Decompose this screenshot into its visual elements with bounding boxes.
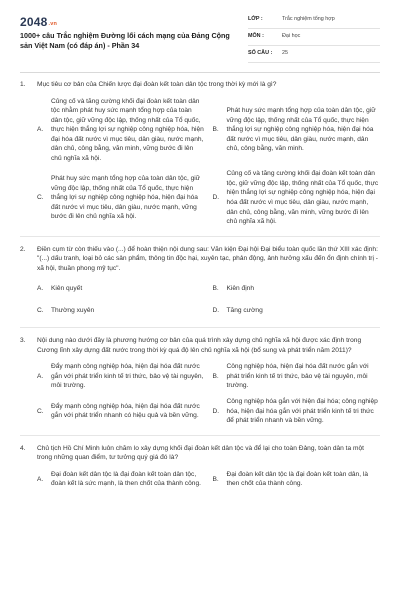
question-text: Chủ tịch Hồ Chí Minh luôn chăm lo xây dựng khối đại đoàn kết dân tộc và để lại cho toàn Đảng, toàn dân ta một trong những quan điểm, tư tưởng quý giá đó là?: [37, 444, 364, 462]
answer-option-a[interactable]: [37, 97, 205, 164]
option-text: Thường xuyên: [51, 306, 95, 314]
answer-option-b[interactable]: [213, 280, 381, 296]
answer-option-b[interactable]: [213, 362, 381, 391]
option-letter: B.: [212, 126, 219, 134]
meta-row-class: [248, 12, 380, 29]
option-letter: B.: [212, 372, 219, 380]
meta-value: Đại học: [282, 33, 301, 40]
option-letter: A.: [37, 126, 44, 134]
option-text: Công nghiệp hóa, hiện đại hóa đất nước gắn với phát triển kinh tế tri thức, bảo vệ tài nguyên, môi trường.: [226, 363, 369, 390]
answer-option-c[interactable]: [37, 397, 205, 426]
question-3: [20, 336, 380, 435]
question-list: [20, 80, 380, 497]
question-1: [20, 80, 380, 237]
meta-value: 25: [282, 50, 288, 57]
option-letter: C.: [37, 306, 44, 314]
option-text: Kiên định: [226, 284, 254, 292]
option-letter: A.: [37, 372, 44, 380]
question-header: [20, 80, 380, 90]
answer-option-d[interactable]: [213, 302, 381, 318]
answer-options: [37, 280, 380, 318]
logo-suffix: .vn: [48, 21, 58, 27]
option-letter: D.: [212, 194, 220, 202]
question-divider: [20, 236, 380, 237]
question-header: [20, 245, 380, 274]
answer-option-b[interactable]: [213, 97, 381, 164]
option-letter: D.: [212, 407, 220, 415]
option-letter: C.: [37, 407, 44, 415]
answer-option-c[interactable]: [37, 169, 205, 226]
meta-label: MÔN :: [248, 33, 264, 40]
question-header: [20, 444, 380, 463]
option-text: Củng cố và tăng cường khối đại đoàn kết toàn dân tộc nhằm phát huy sức mạnh tổng hợp của toàn dân tộc, giữ vững độc lập, thống nhất của Tổ quốc, thực hiện thắng lợi sự nghiệp công nghiệp hóa, hiện đại hóa đất nước vì mục tiêu, dân giàu, nước mạnh, dân chủ, công bằng, văn minh, vững bước đi lên chủ nghĩa xã hội.: [51, 97, 204, 162]
answer-option-c[interactable]: [37, 302, 205, 318]
page-header: [0, 0, 400, 70]
answer-option-a[interactable]: [37, 280, 205, 296]
question-number: 1.: [20, 81, 26, 88]
option-letter: C.: [37, 194, 44, 202]
answer-option-a[interactable]: [37, 362, 205, 391]
option-text: Đại đoàn kết dân tộc là đại đoàn kết toàn dân tộc, đoàn kết là sức mạnh, là then chốt của thành công.: [51, 470, 201, 488]
option-text: Phát huy sức mạnh tổng hợp của toàn dân tộc, giữ vững độc lập, thống nhất của Tổ quốc, thực hiện thắng lợi sự nghiệp công nghiệp hóa, hiện đại hóa đất nước vì mục tiêu, dân giàu, nước mạnh, dân chủ, công bằng, văn minh.: [226, 107, 376, 153]
logo-text: 2048: [20, 15, 48, 29]
question-4: [20, 444, 380, 489]
option-text: Phát huy sức mạnh tổng hợp của toàn dân tộc, giữ vững độc lập, thống nhất của Tổ quốc, thực hiện thắng lợi sự nghiệp công nghiệp hóa, hiện đại hóa đất nước vì mục tiêu, dân giàu, nước mạnh, vững bước đi lên chủ nghĩa xã hội.: [51, 175, 201, 221]
answer-option-d[interactable]: [213, 397, 381, 426]
option-text: Đẩy mạnh công nghiệp hóa, hiện đại hóa đất nước gắn với phát triển nhanh có hiệu quả và bền vững.: [51, 402, 200, 420]
meta-value: Trắc nghiệm tổng hợp: [282, 16, 335, 23]
document-title: 1000+ câu Trắc nghiệm Đường lối cách mạng của Đảng Cộng sản Việt Nam (có đáp án) - Phần 34: [20, 31, 230, 50]
question-2: [20, 245, 380, 329]
question-header: [20, 336, 380, 355]
option-letter: A.: [37, 475, 44, 483]
meta-label: SỐ CÂU :: [248, 50, 273, 57]
answer-option-a[interactable]: [37, 470, 205, 489]
answer-option-b[interactable]: [213, 470, 381, 489]
meta-row-subject: [248, 29, 380, 46]
question-text: Mục tiêu cơ bản của Chiến lược đại đoàn kết toàn dân tộc trong thời kỳ mới là gì?: [37, 81, 277, 88]
question-number: 3.: [20, 337, 26, 345]
answer-options: [37, 470, 380, 489]
question-text: Điền cụm từ còn thiếu vào (...) để hoàn thiện nội dung sau: Văn kiện Đại hội Đại biểu toàn quốc lần thứ XIII xác định: "(...) dấu tranh, loại bỏ các sản phẩm, thông tin độc hại, xuyên tạc, phản động, ảnh hưởng xấu đến ổn định chính trị - xã hội, thuần phong mỹ tục".: [37, 245, 378, 272]
option-letter: B.: [212, 475, 219, 483]
option-text: Kiên quyết: [51, 284, 83, 292]
site-logo[interactable]: [20, 14, 57, 31]
option-text: Đại đoàn kết dân tộc là đại đoàn kết toàn dân, là then chốt của thành công.: [226, 470, 369, 488]
answer-options: [37, 362, 380, 425]
meta-table: [248, 12, 380, 63]
question-divider: [20, 435, 380, 436]
question-number: 2.: [20, 245, 26, 253]
option-text: Củng cố và tăng cường khối đại đoàn kết toàn dân tộc, giữ vững độc lập, thống nhất của Tổ quốc, thực hiện thắng lợi sự nghiệp công nghiệp hóa, hiện đại hóa đất nước vì mục tiêu, dân giàu, nước mạnh, dân chủ, công bằng, văn minh, vững bước đi lên chủ nghĩa xã hội.: [226, 170, 379, 226]
meta-row-count: [248, 46, 380, 63]
question-divider: [20, 327, 380, 328]
option-letter: A.: [37, 284, 44, 292]
option-text: Đẩy mạnh công nghiệp hóa, hiện đại hóa đất nước gắn với phát triển kinh tế tri thức, bảo vệ tài nguyên, môi trường.: [51, 363, 204, 390]
answer-options: [37, 97, 380, 227]
option-text: Công nghiệp hóa gắn với hiện đại hóa; công nghiệp hóa, hiện đại hóa gắn với phát triển kinh tế tri thức để phát triển nhanh và bền vững.: [226, 398, 378, 425]
option-text: Tăng cường: [226, 306, 263, 314]
header-divider: [20, 72, 380, 73]
answer-option-d[interactable]: [213, 169, 381, 226]
question-text: Nội dung nào dưới đây là phương hướng cơ bản của quá trình xây dựng chủ nghĩa xã hội được xác định trong Cương lĩnh xây dựng đất nước trong thời kỳ quá độ lên chủ nghĩa xã hội (bổ sung và phát triển năm 2011)?: [37, 337, 362, 354]
option-letter: D.: [212, 306, 220, 314]
option-letter: B.: [212, 284, 219, 292]
question-number: 4.: [20, 444, 26, 452]
meta-label: LỚP :: [248, 16, 263, 23]
